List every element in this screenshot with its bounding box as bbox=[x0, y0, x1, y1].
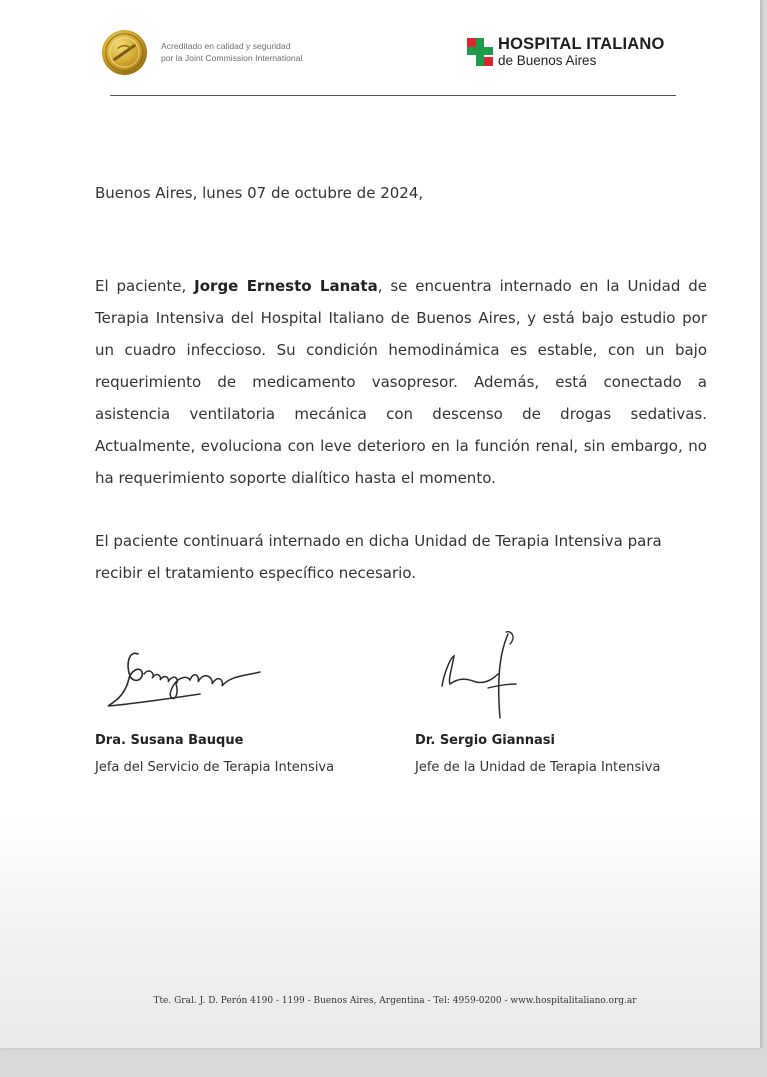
accreditation-text bbox=[161, 40, 302, 64]
para1-rest: , se encuentra internado en la Unidad de Terapia Intensiva del Hospital Italiano de Buenos Aires, y está bajo estudio por un cuadro infeccioso. Su condición hemodinámica es estable, con un bajo requerimiento de medicamento vasopresor. Además, está conectado a asistencia ventilatoria mecánica con descenso de drogas sedativas. Actualmente, evoluciona con leve deterioro en la función renal, sin embargo, no ha requerimiento soporte dialítico hasta el momento. bbox=[95, 277, 707, 487]
accreditation-line1: Acreditado en calidad y seguridad bbox=[161, 41, 291, 51]
signature-bauque bbox=[100, 640, 270, 712]
jci-seal-icon bbox=[101, 29, 148, 76]
signatory-2-role: Jefe de la Unidad de Terapia Intensiva bbox=[415, 760, 661, 775]
signatory-1-role: Jefa del Servicio de Terapia Intensiva bbox=[95, 760, 335, 775]
accreditation-line2: por la Joint Commission International bbox=[161, 53, 303, 63]
patient-name: Jorge Ernesto Lanata bbox=[194, 277, 378, 295]
hospital-cross-logo-icon bbox=[467, 38, 493, 66]
hospital-name bbox=[498, 35, 665, 68]
signature-giannasi bbox=[432, 628, 527, 723]
para1-prefix: El paciente, bbox=[95, 277, 195, 295]
signatory-1-name: Dra. Susana Bauque bbox=[95, 733, 244, 748]
letter-paragraph-1 bbox=[95, 270, 707, 494]
hospital-name-line2: de Buenos Aires bbox=[498, 53, 597, 68]
hospital-name-line1: HOSPITAL ITALIANO bbox=[498, 35, 665, 53]
letter-date: Buenos Aires, lunes 07 de octubre de 2024, bbox=[95, 184, 424, 202]
signatory-2-name: Dr. Sergio Giannasi bbox=[415, 733, 555, 748]
header-divider bbox=[110, 95, 676, 96]
letter-paragraph-2: El paciente continuará internado en dicha Unidad de Terapia Intensiva para recibir el tratamiento específico necesario. bbox=[95, 532, 662, 582]
footer-address: Tte. Gral. J. D. Perón 4190 - 1199 - Buenos Aires, Argentina - Tel: 4959-0200 - www.hospitalitaliano.org.ar bbox=[153, 996, 637, 1006]
